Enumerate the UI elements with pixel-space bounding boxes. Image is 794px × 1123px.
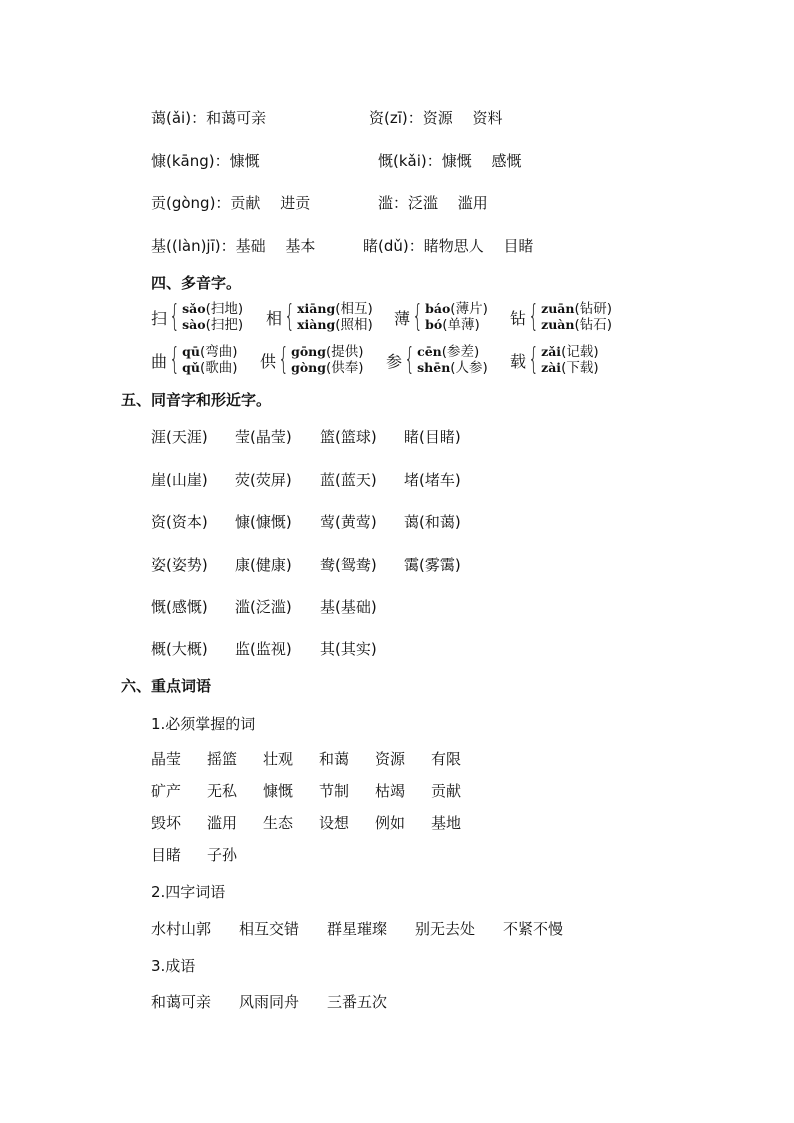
example-word: (提供) bbox=[326, 344, 364, 360]
pinyin-reading: zài bbox=[541, 360, 562, 375]
four-char-word: 别无去处 bbox=[415, 920, 476, 938]
key-word: 子孙 bbox=[207, 846, 238, 864]
key-word: 无私 bbox=[207, 782, 238, 800]
polyphone-char: 供 bbox=[260, 351, 277, 371]
pinyin-reading: xiāng bbox=[297, 301, 336, 316]
brace-icon: { bbox=[169, 299, 180, 334]
key-word: 毁坏 bbox=[151, 814, 182, 832]
four-char-word: 不紧不慢 bbox=[503, 920, 564, 938]
homophone-item: 其(其实) bbox=[320, 640, 377, 658]
key-word: 壮观 bbox=[263, 750, 294, 768]
example-word: (参差) bbox=[441, 344, 480, 360]
idiom: 风雨同舟 bbox=[239, 993, 300, 1011]
key-word: 滥用 bbox=[207, 814, 238, 832]
homophone-item: 康(健康) bbox=[235, 556, 292, 574]
four-char-word: 相互交错 bbox=[239, 920, 300, 938]
homophone-item: 篮(篮球) bbox=[320, 428, 377, 446]
example-word: (相互) bbox=[335, 301, 373, 317]
polyphone-item bbox=[151, 344, 238, 376]
homophone-item: 资(资本) bbox=[151, 513, 208, 531]
pinyin-line-2-left: 慷(kāng)：慷慨 bbox=[151, 152, 260, 170]
homophone-item: 莹(晶莹) bbox=[235, 428, 292, 446]
pinyin-reading: zuàn bbox=[541, 317, 575, 332]
example-word: (弯曲) bbox=[199, 344, 238, 360]
polyphone-char: 薄 bbox=[394, 308, 411, 328]
pinyin-reading: xiàng bbox=[297, 317, 336, 332]
polyphone-char: 曲 bbox=[151, 351, 168, 371]
idiom: 和蔼可亲 bbox=[151, 993, 212, 1011]
section-4-title: 四、多音字。 bbox=[151, 274, 242, 292]
subsection-2-title: 2.四字词语 bbox=[151, 883, 226, 901]
key-word: 基地 bbox=[431, 814, 462, 832]
polyphone-char: 相 bbox=[266, 308, 283, 328]
brace-icon: { bbox=[169, 342, 180, 377]
pinyin-line-2-right: 慨(kǎi)：慷慨 感慨 bbox=[378, 152, 522, 170]
brace-icon: { bbox=[404, 342, 415, 377]
example-word: (扫把) bbox=[205, 317, 244, 333]
example-word: (钻研) bbox=[574, 301, 613, 317]
homophone-item: 涯(天涯) bbox=[151, 428, 208, 446]
pinyin-line-3-right: 滥：泛滥 滥用 bbox=[378, 194, 488, 212]
key-word: 设想 bbox=[319, 814, 350, 832]
example-word: (人参) bbox=[450, 360, 488, 376]
key-word: 矿产 bbox=[151, 782, 182, 800]
example-word: (薄片) bbox=[450, 301, 488, 317]
example-word: (歌曲) bbox=[199, 360, 238, 376]
example-word: (钻石) bbox=[574, 317, 613, 333]
homophone-item: 蔼(和蔼) bbox=[404, 513, 461, 531]
pinyin-reading: báo bbox=[425, 301, 451, 316]
pinyin-reading: bó bbox=[425, 317, 443, 332]
homophone-item: 蓝(蓝天) bbox=[320, 471, 377, 489]
example-word: (记载) bbox=[561, 344, 599, 360]
pinyin-reading: qǔ bbox=[182, 360, 200, 375]
pinyin-reading: zuān bbox=[541, 301, 575, 316]
key-word: 资源 bbox=[375, 750, 406, 768]
four-char-word: 群星璀璨 bbox=[327, 920, 388, 938]
homophone-item: 监(监视) bbox=[235, 640, 292, 658]
key-word: 生态 bbox=[263, 814, 294, 832]
homophone-item: 姿(姿势) bbox=[151, 556, 208, 574]
example-word: (供奉) bbox=[326, 360, 364, 376]
polyphone-item bbox=[394, 301, 488, 333]
homophone-item: 慷(慷慨) bbox=[235, 513, 292, 531]
homophone-item: 堵(堵车) bbox=[404, 471, 461, 489]
subsection-1-title: 1.必须掌握的词 bbox=[151, 715, 256, 733]
section-5-title: 五、同音字和形近字。 bbox=[121, 391, 272, 409]
polyphone-item bbox=[260, 344, 364, 376]
pinyin-line-4-left: 基((làn)jī)：基础 基本 bbox=[151, 237, 316, 255]
four-char-word: 水村山郭 bbox=[151, 920, 212, 938]
homophone-item: 荧(荧屏) bbox=[235, 471, 292, 489]
polyphone-item bbox=[266, 301, 373, 333]
pinyin-line-3-left: 贡(gòng)：贡献 进贡 bbox=[151, 194, 311, 212]
key-word: 晶莹 bbox=[151, 750, 182, 768]
polyphone-item bbox=[510, 301, 612, 333]
polyphone-char: 钻 bbox=[510, 308, 527, 328]
polyphone-item bbox=[510, 344, 599, 376]
polyphone-char: 扫 bbox=[151, 308, 168, 328]
example-word: (照相) bbox=[335, 317, 373, 333]
key-word: 节制 bbox=[319, 782, 350, 800]
pinyin-reading: gòng bbox=[291, 360, 327, 375]
brace-icon: { bbox=[412, 299, 423, 334]
key-word: 贡献 bbox=[431, 782, 462, 800]
key-word: 枯竭 bbox=[375, 782, 406, 800]
pinyin-reading: zǎi bbox=[541, 344, 562, 359]
pinyin-reading: shēn bbox=[417, 360, 451, 375]
homophone-item: 莺(黄莺) bbox=[320, 513, 377, 531]
key-word: 例如 bbox=[375, 814, 406, 832]
example-word: (单薄) bbox=[442, 317, 480, 333]
example-word: (下载) bbox=[561, 360, 599, 376]
key-word: 目睹 bbox=[151, 846, 182, 864]
pinyin-reading: sǎo bbox=[182, 301, 206, 316]
key-word: 有限 bbox=[431, 750, 462, 768]
polyphone-item bbox=[151, 301, 243, 333]
homophone-item: 滥(泛滥) bbox=[235, 598, 292, 616]
section-6-title: 六、重点词语 bbox=[121, 677, 212, 695]
key-word: 摇篮 bbox=[207, 750, 238, 768]
pinyin-line-1-right: 资(zī)：资源 资料 bbox=[369, 109, 503, 127]
pinyin-reading: cēn bbox=[417, 344, 442, 359]
homophone-item: 鸯(鸳鸯) bbox=[320, 556, 377, 574]
example-word: (扫地) bbox=[205, 301, 244, 317]
polyphone-char: 参 bbox=[386, 351, 403, 371]
subsection-3-title: 3.成语 bbox=[151, 957, 196, 975]
homophone-item: 睹(目睹) bbox=[404, 428, 461, 446]
homophone-item: 概(大概) bbox=[151, 640, 208, 658]
homophone-item: 霭(雾霭) bbox=[404, 556, 461, 574]
pinyin-line-4-right: 睹(dǔ)：睹物思人 目睹 bbox=[363, 237, 534, 255]
pinyin-line-1-left: 蔼(ǎi)：和蔼可亲 bbox=[151, 109, 267, 127]
key-word: 和蔼 bbox=[319, 750, 350, 768]
polyphone-item bbox=[386, 344, 488, 376]
pinyin-reading: qū bbox=[182, 344, 200, 359]
brace-icon: { bbox=[278, 342, 289, 377]
idiom: 三番五次 bbox=[327, 993, 388, 1011]
brace-icon: { bbox=[528, 342, 539, 377]
homophone-item: 基(基础) bbox=[320, 598, 377, 616]
homophone-item: 崖(山崖) bbox=[151, 471, 208, 489]
brace-icon: { bbox=[528, 299, 539, 334]
brace-icon: { bbox=[284, 299, 295, 334]
pinyin-reading: sào bbox=[182, 317, 206, 332]
key-word: 慷慨 bbox=[263, 782, 294, 800]
homophone-item: 慨(感慨) bbox=[151, 598, 208, 616]
polyphone-char: 载 bbox=[510, 351, 527, 371]
pinyin-reading: gōng bbox=[291, 344, 327, 359]
